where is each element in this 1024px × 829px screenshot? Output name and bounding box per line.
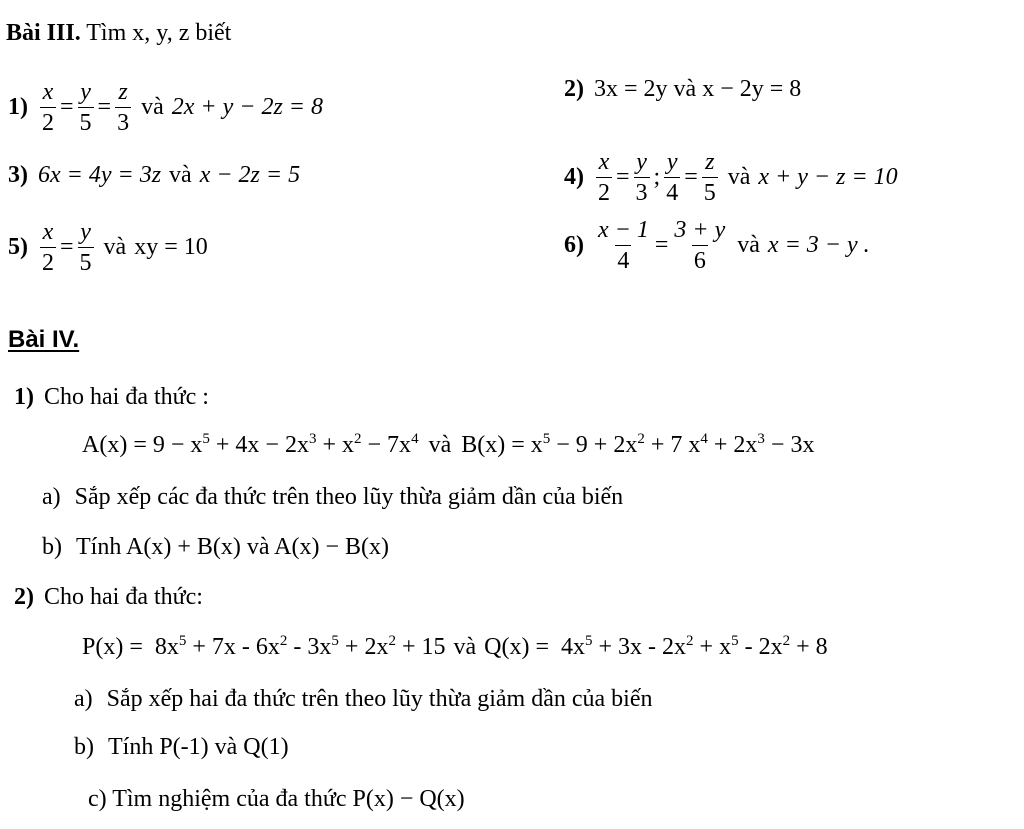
fraction: [40, 80, 56, 135]
numerator: x: [42, 219, 54, 245]
numerator: y: [666, 149, 678, 175]
problem-2: [564, 76, 801, 103]
problem-5: [8, 220, 208, 275]
denominator: 5: [702, 177, 718, 205]
equals-sign: =: [684, 164, 698, 190]
fraction: [596, 218, 651, 273]
q2-a-text: Sắp xếp hai đa thức trên theo lũy thừa giảm dần của biến: [106, 686, 653, 712]
q2-text: Cho hai đa thức:: [44, 584, 203, 610]
problem-4-condition: x + y − z = 10: [758, 164, 898, 190]
q2-c: c) Tìm nghiệm của đa thức P(x) − Q(x): [88, 786, 465, 812]
numerator: y: [80, 219, 91, 245]
denominator: 3: [634, 177, 650, 205]
denominator: 6: [692, 245, 708, 273]
semicolon: ;: [653, 164, 661, 190]
equals-sign: =: [97, 94, 112, 120]
denominator: 4: [615, 245, 631, 273]
problem-1: [8, 80, 323, 135]
and-word: và: [141, 94, 164, 120]
numerator: y: [636, 149, 647, 175]
fraction: [664, 150, 680, 205]
problem-5-number: 5): [8, 234, 28, 260]
and-word: và: [169, 162, 192, 188]
problem-6-condition: x = 3 − y .: [767, 232, 870, 258]
fraction: [115, 80, 131, 135]
bai3-title-bold: Bài III.: [6, 20, 81, 46]
bai3-title: [6, 20, 231, 47]
equals-sign: =: [616, 164, 630, 190]
q1-a-text: Sắp xếp các đa thức trên theo lũy thừa giảm dần của biến: [74, 484, 624, 510]
denominator: 5: [78, 107, 94, 135]
denominator: 2: [40, 247, 56, 275]
fraction: [40, 220, 56, 275]
q2-b-label: b): [74, 734, 94, 760]
problem-5-condition: xy = 10: [134, 234, 208, 260]
numerator: x: [42, 79, 54, 105]
numerator: z: [118, 79, 128, 105]
fraction: [702, 150, 718, 205]
denominator: 2: [40, 107, 56, 135]
problem-6: [564, 218, 870, 273]
q1-number: 1): [14, 384, 34, 410]
and-word: và: [103, 234, 127, 260]
q1-text: Cho hai đa thức :: [44, 384, 209, 410]
equals-sign: =: [60, 94, 74, 120]
problem-3-number: 3): [8, 162, 28, 188]
polynomials-a-b: $A(x) = 9 - x^5 + 4x - 2x^3 + x^2 - 7x^4$ và $B(x) = x^5 - 9 + 2x^2 + 7$ $x^4 + 2x^3 - 3x$: [82, 431, 815, 458]
problem-4: [564, 150, 898, 205]
problem-1-number: 1): [8, 94, 28, 120]
problem-3-condition: x − 2z = 5: [199, 162, 301, 188]
denominator: 2: [596, 177, 612, 205]
q2-b: [74, 734, 289, 761]
q1-intro: [14, 384, 209, 411]
q1-b: [42, 534, 389, 561]
numerator: x − 1: [598, 217, 649, 243]
problem-3-equation: 6x = 4y = 3z: [38, 162, 162, 188]
problem-3: [8, 162, 300, 189]
fraction: [78, 220, 94, 275]
q2-a-label: a): [74, 686, 93, 712]
bai3-title-rest: Tìm x, y, z biết: [80, 20, 232, 46]
q2-number: 2): [14, 584, 34, 610]
problem-2-text: 3x = 2y và x − 2y = 8: [594, 76, 802, 102]
q2-intro: [14, 584, 203, 611]
fraction: [596, 150, 612, 205]
q1-a: [42, 484, 623, 511]
q1-a-label: a): [42, 484, 61, 510]
problem-6-number: 6): [564, 232, 584, 258]
numerator: y: [80, 79, 91, 105]
q1-b-label: b): [42, 534, 62, 560]
fraction: [78, 80, 94, 135]
problem-1-condition: 2x + y − 2z = 8: [171, 94, 323, 120]
q2-b-text: Tính P(-1) và Q(1): [108, 734, 289, 760]
bai4-title: Bài IV.: [8, 326, 80, 353]
q2-a: [74, 686, 653, 713]
and-word: và: [727, 164, 751, 190]
numerator: 3 + y: [674, 217, 726, 243]
fraction: [634, 150, 650, 205]
q1-b-text: Tính A(x) + B(x) và A(x) − B(x): [76, 534, 390, 560]
polynomials-p-q: $P(x) = 8x^5 + 7x - 6x^2 - 3x^5 + 2x^2 + 15$ và $Q(x) = 4x^5 + 3x - 2x^2 + x^5 - 2x^2 + 8$: [82, 633, 828, 660]
and-word: và: [737, 232, 760, 258]
numerator: z: [705, 149, 715, 175]
problem-4-number: 4): [564, 164, 584, 190]
numerator: x: [598, 149, 610, 175]
denominator: 4: [664, 177, 680, 205]
problem-2-number: 2): [564, 76, 584, 102]
denominator: 3: [115, 107, 131, 135]
equals-sign: =: [654, 232, 669, 258]
denominator: 5: [78, 247, 94, 275]
fraction: [672, 218, 727, 273]
equals-sign: =: [60, 234, 74, 260]
